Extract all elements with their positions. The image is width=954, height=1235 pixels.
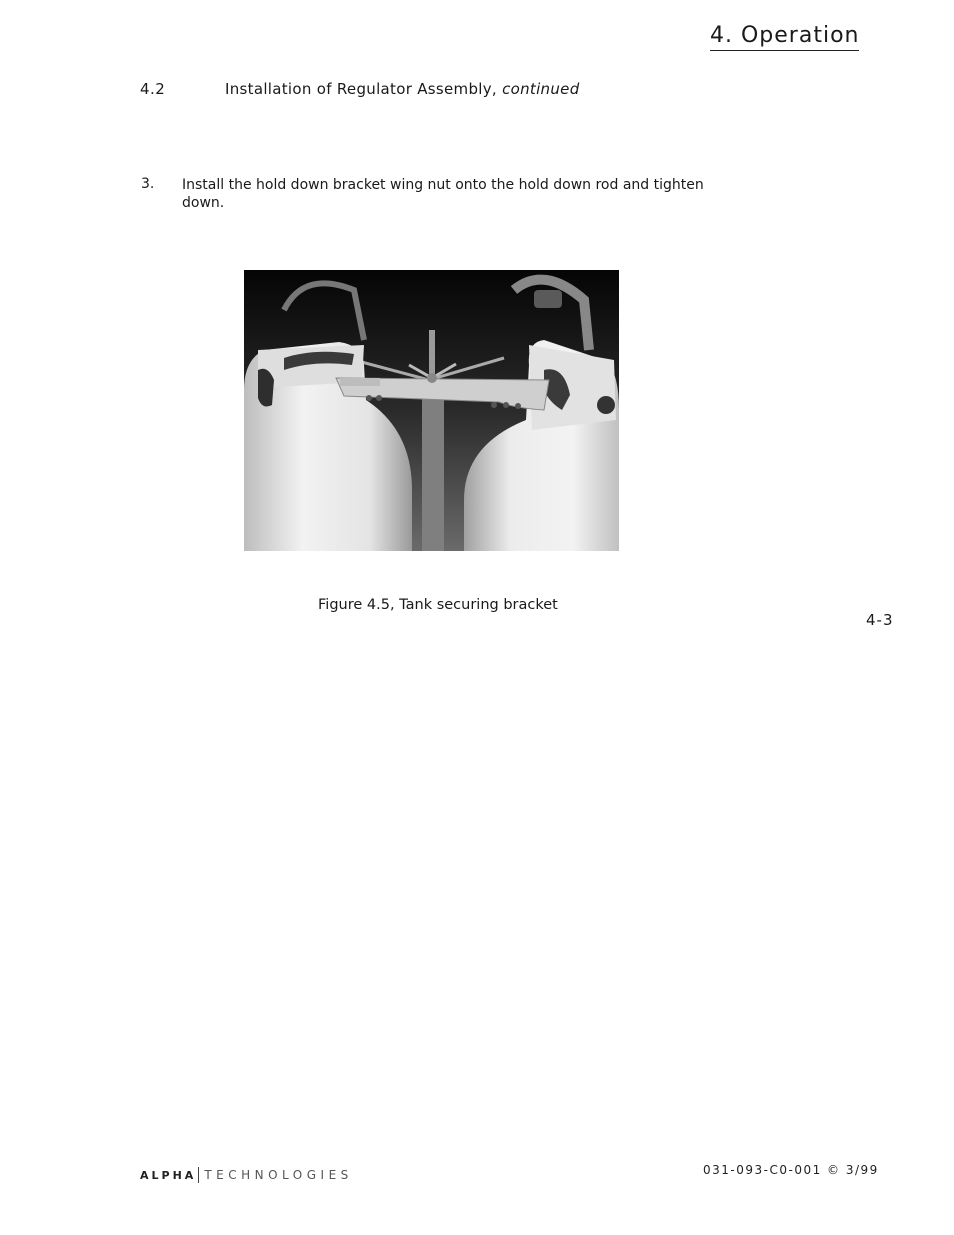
logo-alpha-text: ALPHA	[140, 1168, 197, 1182]
logo-technologies-text: TECHNOLOGIES	[204, 1168, 353, 1182]
step-number: 3.	[141, 176, 155, 192]
section-number: 4.2	[140, 80, 166, 98]
section-heading	[225, 80, 580, 98]
photo-illustration	[244, 270, 619, 551]
section-title-continued: continued	[502, 80, 580, 98]
step-text: Install the hold down bracket wing nut onto the hold down rod and tighten down.	[182, 177, 704, 211]
section-title: Installation of Regulator Assembly,	[225, 80, 503, 98]
alpha-technologies-logo	[140, 1166, 353, 1184]
logo-divider	[198, 1167, 199, 1183]
chapter-title: 4. Operation	[710, 22, 859, 51]
figure-caption: Figure 4.5, Tank securing bracket	[318, 597, 558, 613]
document-code: 031-093-C0-001 © 3/99	[703, 1163, 879, 1177]
tank-bracket-photo	[244, 270, 619, 551]
page-number: 4-3	[866, 611, 894, 629]
